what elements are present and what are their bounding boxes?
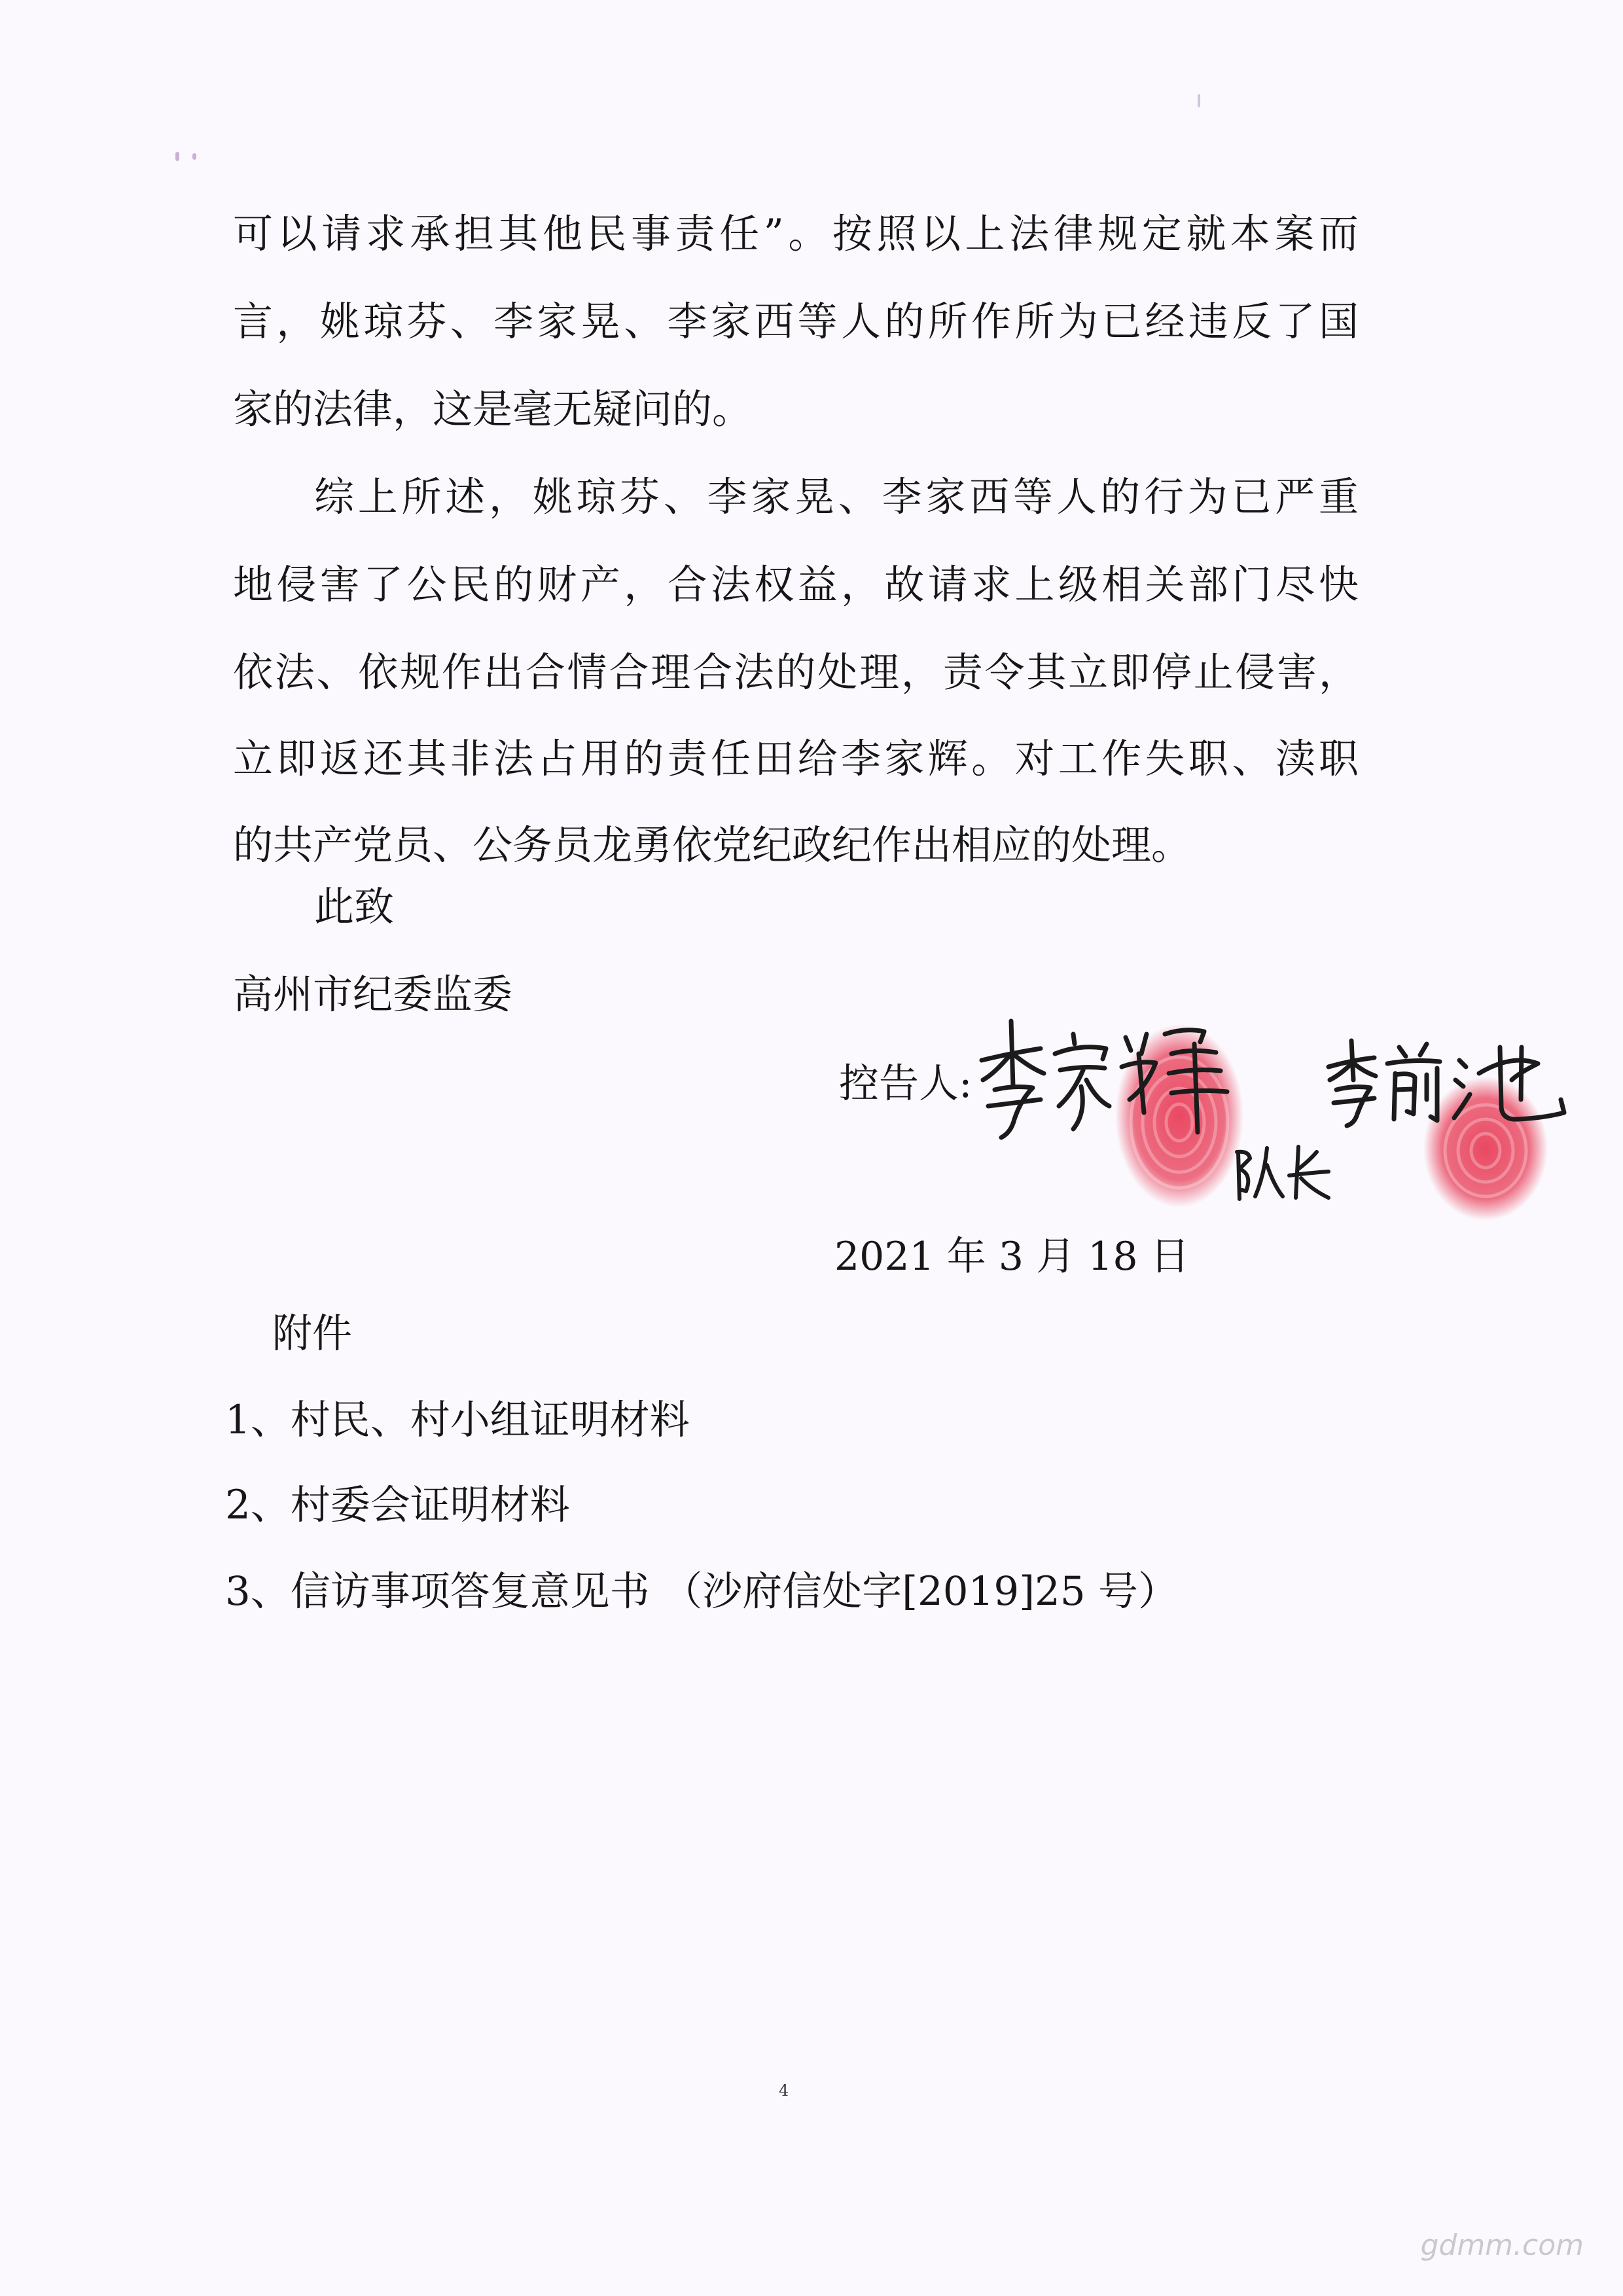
scan-speck [192,153,196,160]
signing-date: 2021 年 3 月 18 日 [834,1234,1190,1280]
complainant-label: 控告人: [839,1060,972,1107]
body-line: 言，姚琼芬、李家晃、李家西等人的所作所为已经违反了国 [233,298,1359,345]
salutation: 此致 [314,884,395,930]
attachment-item: 1、村民、村小组证明材料 [225,1397,690,1443]
body-line: 综上所述，姚琼芬、李家晃、李家西等人的行为已严重 [314,474,1359,520]
body-line: 家的法律，这是毫无疑问的。 [233,386,753,433]
body-line: 依法、依规作出合情合理合法的处理，责令其立即停止侵害， [233,649,1359,696]
body-line: 地侵害了公民的财产，合法权益，故请求上级相关部门尽快 [233,562,1359,608]
body-line: 立即返还其非法占用的责任田给李家辉。对工作失职、渎职 [233,736,1359,782]
signature-1 [975,1008,1250,1152]
body-line: 可以请求承担其他民事责任”。按照以上法律规定就本案而 [233,211,1359,257]
signature-note [1230,1139,1335,1204]
scan-speck [1198,94,1200,107]
attachment-item: 3、信访事项答复意见书 （沙府信处字[2019]25 号） [225,1568,1179,1615]
attachments-title: 附件 [272,1310,353,1357]
watermark: gdmm.com [1420,2229,1584,2262]
scan-speck [175,152,179,161]
attachment-item: 2、村委会证明材料 [225,1482,570,1528]
page-number: 4 [779,2081,789,2100]
recipient: 高州市纪委监委 [233,971,513,1018]
signature-2 [1322,1034,1571,1132]
body-line: 的共产党员、公务员龙勇依党纪政纪作出相应的处理。 [233,822,1192,869]
